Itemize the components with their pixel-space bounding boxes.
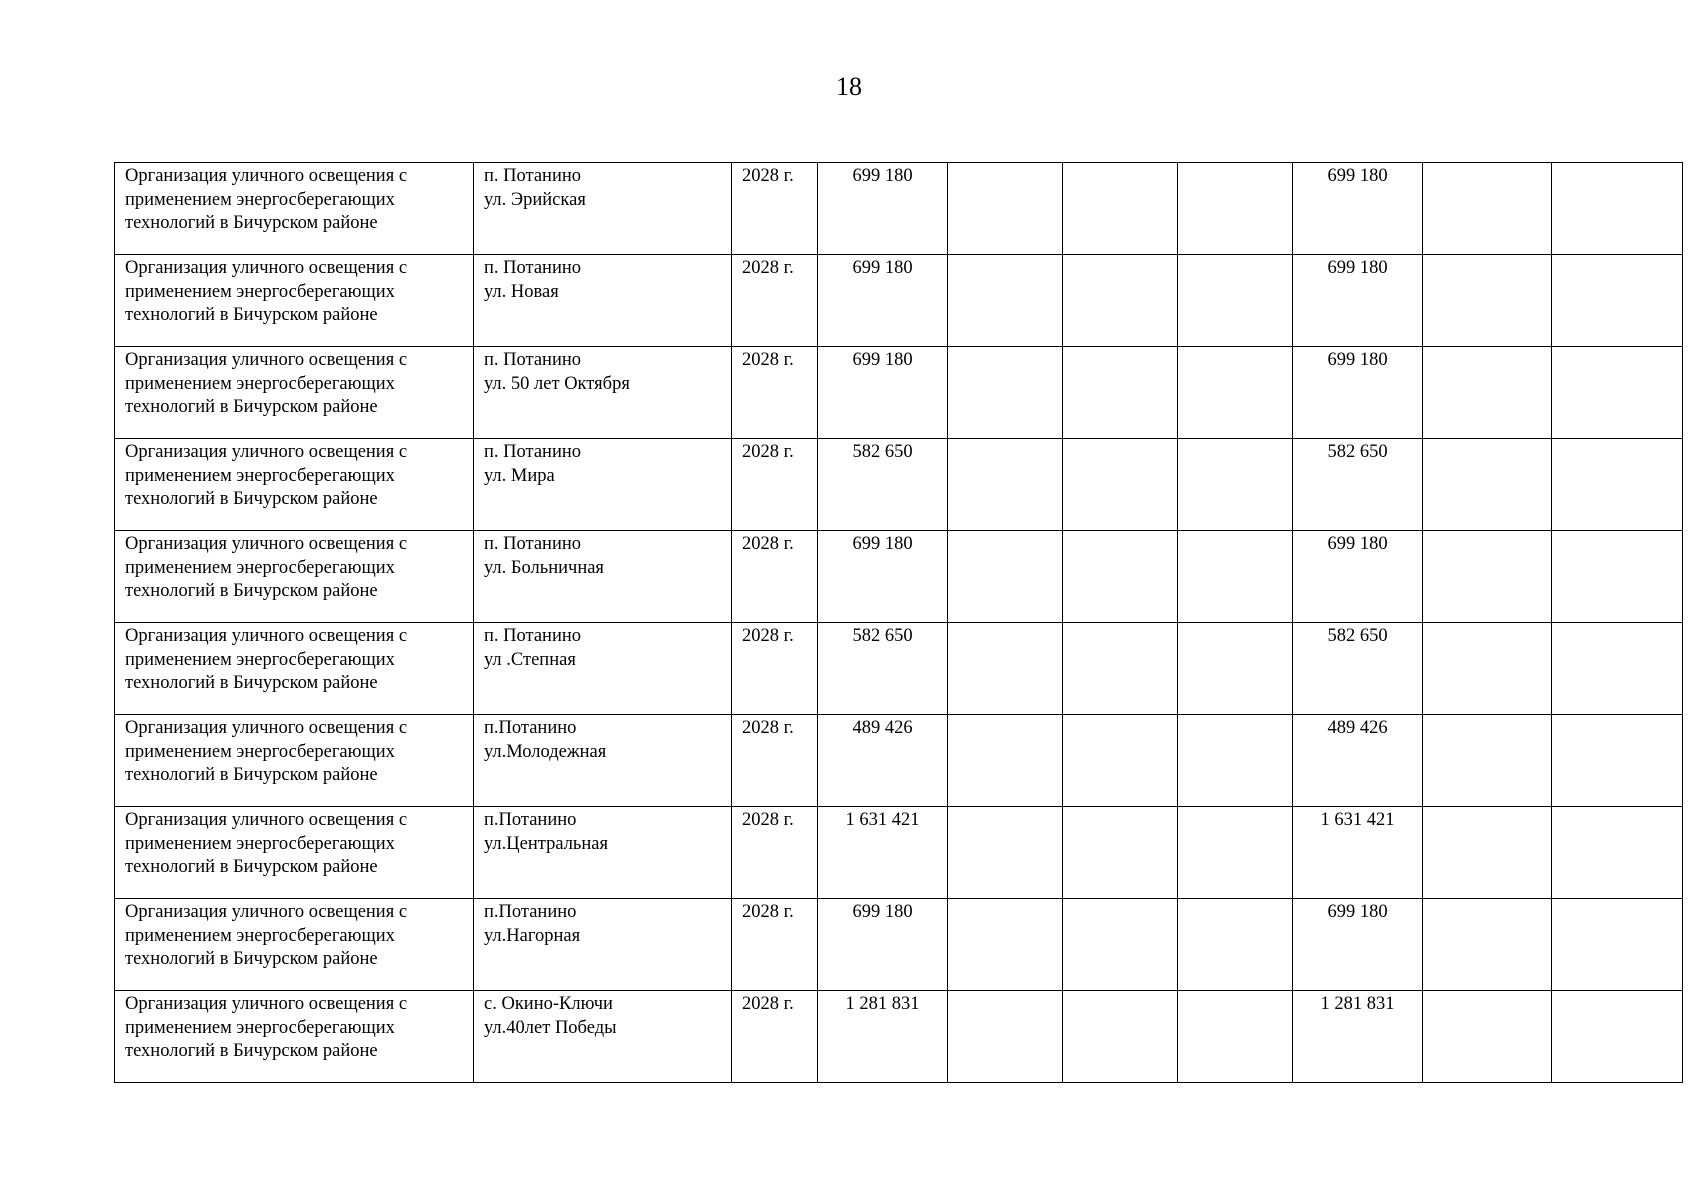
cell-funding-9 — [1423, 715, 1552, 807]
cell-funding-9 — [1423, 439, 1552, 531]
cell-funding-8: 1 631 421 — [1293, 807, 1423, 899]
cell-address: п. Потанино ул. Новая — [474, 255, 732, 347]
cell-year: 2028 г. — [732, 439, 818, 531]
cell-event-name: Организация уличного освещения с применением энергосберегающих технологий в Бичурском районе — [115, 991, 474, 1083]
cell-funding-5 — [948, 623, 1063, 715]
cell-funding-8: 489 426 — [1293, 715, 1423, 807]
cell-year: 2028 г. — [732, 623, 818, 715]
cell-funding-5 — [948, 347, 1063, 439]
cell-funding-7 — [1178, 255, 1293, 347]
cell-total-amount: 699 180 — [818, 531, 948, 623]
cell-funding-6 — [1063, 991, 1178, 1083]
cell-address: п. Потанино ул. Больничная — [474, 531, 732, 623]
cell-funding-8: 699 180 — [1293, 899, 1423, 991]
table-row — [115, 255, 1683, 347]
table-row — [115, 347, 1683, 439]
cell-funding-7 — [1178, 531, 1293, 623]
cell-funding-7 — [1178, 439, 1293, 531]
page-number: 18 — [836, 72, 862, 101]
cell-funding-7 — [1178, 163, 1293, 255]
cell-event-name: Организация уличного освещения с применением энергосберегающих технологий в Бичурском районе — [115, 163, 474, 255]
cell-event-name: Организация уличного освещения с применением энергосберегающих технологий в Бичурском районе — [115, 623, 474, 715]
cell-event-name: Организация уличного освещения с применением энергосберегающих технологий в Бичурском районе — [115, 807, 474, 899]
cell-event-name: Организация уличного освещения с применением энергосберегающих технологий в Бичурском районе — [115, 439, 474, 531]
cell-funding-10 — [1552, 531, 1683, 623]
cell-funding-9 — [1423, 255, 1552, 347]
cell-year: 2028 г. — [732, 255, 818, 347]
cell-address: п.Потанино ул.Молодежная — [474, 715, 732, 807]
cell-event-name: Организация уличного освещения с применением энергосберегающих технологий в Бичурском районе — [115, 715, 474, 807]
cell-address: п. Потанино ул .Степная — [474, 623, 732, 715]
cell-address: с. Окино-Ключи ул.40лет Победы — [474, 991, 732, 1083]
cell-total-amount: 1 281 831 — [818, 991, 948, 1083]
cell-total-amount: 1 631 421 — [818, 807, 948, 899]
cell-event-name: Организация уличного освещения с применением энергосберегающих технологий в Бичурском районе — [115, 347, 474, 439]
cell-year: 2028 г. — [732, 163, 818, 255]
cell-funding-7 — [1178, 715, 1293, 807]
cell-total-amount: 582 650 — [818, 623, 948, 715]
cell-funding-6 — [1063, 439, 1178, 531]
table-row — [115, 899, 1683, 991]
cell-funding-8: 699 180 — [1293, 163, 1423, 255]
cell-total-amount: 489 426 — [818, 715, 948, 807]
cell-event-name: Организация уличного освещения с применением энергосберегающих технологий в Бичурском районе — [115, 899, 474, 991]
cell-total-amount: 699 180 — [818, 899, 948, 991]
cell-funding-5 — [948, 715, 1063, 807]
cell-funding-6 — [1063, 807, 1178, 899]
cell-funding-7 — [1178, 623, 1293, 715]
cell-funding-5 — [948, 807, 1063, 899]
cell-funding-6 — [1063, 715, 1178, 807]
cell-address: п. Потанино ул. Мира — [474, 439, 732, 531]
cell-funding-6 — [1063, 899, 1178, 991]
cell-funding-8: 699 180 — [1293, 531, 1423, 623]
cell-address: п.Потанино ул.Нагорная — [474, 899, 732, 991]
cell-total-amount: 699 180 — [818, 255, 948, 347]
cell-funding-9 — [1423, 531, 1552, 623]
cell-funding-6 — [1063, 531, 1178, 623]
cell-address: п. Потанино ул. Эрийская — [474, 163, 732, 255]
cell-funding-10 — [1552, 255, 1683, 347]
cell-funding-5 — [948, 531, 1063, 623]
cell-address: п.Потанино ул.Центральная — [474, 807, 732, 899]
cell-funding-9 — [1423, 807, 1552, 899]
cell-funding-10 — [1552, 991, 1683, 1083]
cell-funding-8: 699 180 — [1293, 347, 1423, 439]
cell-year: 2028 г. — [732, 807, 818, 899]
cell-funding-7 — [1178, 347, 1293, 439]
cell-funding-9 — [1423, 991, 1552, 1083]
cell-total-amount: 582 650 — [818, 439, 948, 531]
table-row — [115, 715, 1683, 807]
cell-event-name: Организация уличного освещения с применением энергосберегающих технологий в Бичурском районе — [115, 255, 474, 347]
cell-funding-6 — [1063, 623, 1178, 715]
table-body — [115, 163, 1683, 1083]
cell-funding-7 — [1178, 899, 1293, 991]
table-row — [115, 531, 1683, 623]
cell-year: 2028 г. — [732, 715, 818, 807]
cell-funding-10 — [1552, 163, 1683, 255]
cell-funding-10 — [1552, 899, 1683, 991]
cell-total-amount: 699 180 — [818, 163, 948, 255]
cell-funding-10 — [1552, 623, 1683, 715]
cell-funding-8: 699 180 — [1293, 255, 1423, 347]
cell-funding-10 — [1552, 807, 1683, 899]
cell-funding-9 — [1423, 623, 1552, 715]
cell-year: 2028 г. — [732, 347, 818, 439]
cell-funding-9 — [1423, 899, 1552, 991]
cell-funding-7 — [1178, 991, 1293, 1083]
cell-funding-8: 582 650 — [1293, 439, 1423, 531]
table-row — [115, 439, 1683, 531]
cell-year: 2028 г. — [732, 531, 818, 623]
cell-funding-6 — [1063, 163, 1178, 255]
cell-total-amount: 699 180 — [818, 347, 948, 439]
cell-funding-8: 582 650 — [1293, 623, 1423, 715]
table-row — [115, 163, 1683, 255]
cell-funding-9 — [1423, 163, 1552, 255]
table-row — [115, 623, 1683, 715]
cell-funding-5 — [948, 899, 1063, 991]
table-row — [115, 991, 1683, 1083]
cell-funding-5 — [948, 163, 1063, 255]
cell-year: 2028 г. — [732, 899, 818, 991]
cell-funding-9 — [1423, 347, 1552, 439]
cell-funding-10 — [1552, 715, 1683, 807]
cell-funding-5 — [948, 439, 1063, 531]
cell-event-name: Организация уличного освещения с применением энергосберегающих технологий в Бичурском районе — [115, 531, 474, 623]
cell-funding-10 — [1552, 439, 1683, 531]
cell-funding-8: 1 281 831 — [1293, 991, 1423, 1083]
cell-funding-5 — [948, 991, 1063, 1083]
cell-address: п. Потанино ул. 50 лет Октября — [474, 347, 732, 439]
cell-funding-7 — [1178, 807, 1293, 899]
cell-funding-6 — [1063, 347, 1178, 439]
cell-funding-5 — [948, 255, 1063, 347]
cell-funding-6 — [1063, 255, 1178, 347]
table-row — [115, 807, 1683, 899]
program-table — [114, 162, 1683, 1083]
cell-year: 2028 г. — [732, 991, 818, 1083]
cell-funding-10 — [1552, 347, 1683, 439]
